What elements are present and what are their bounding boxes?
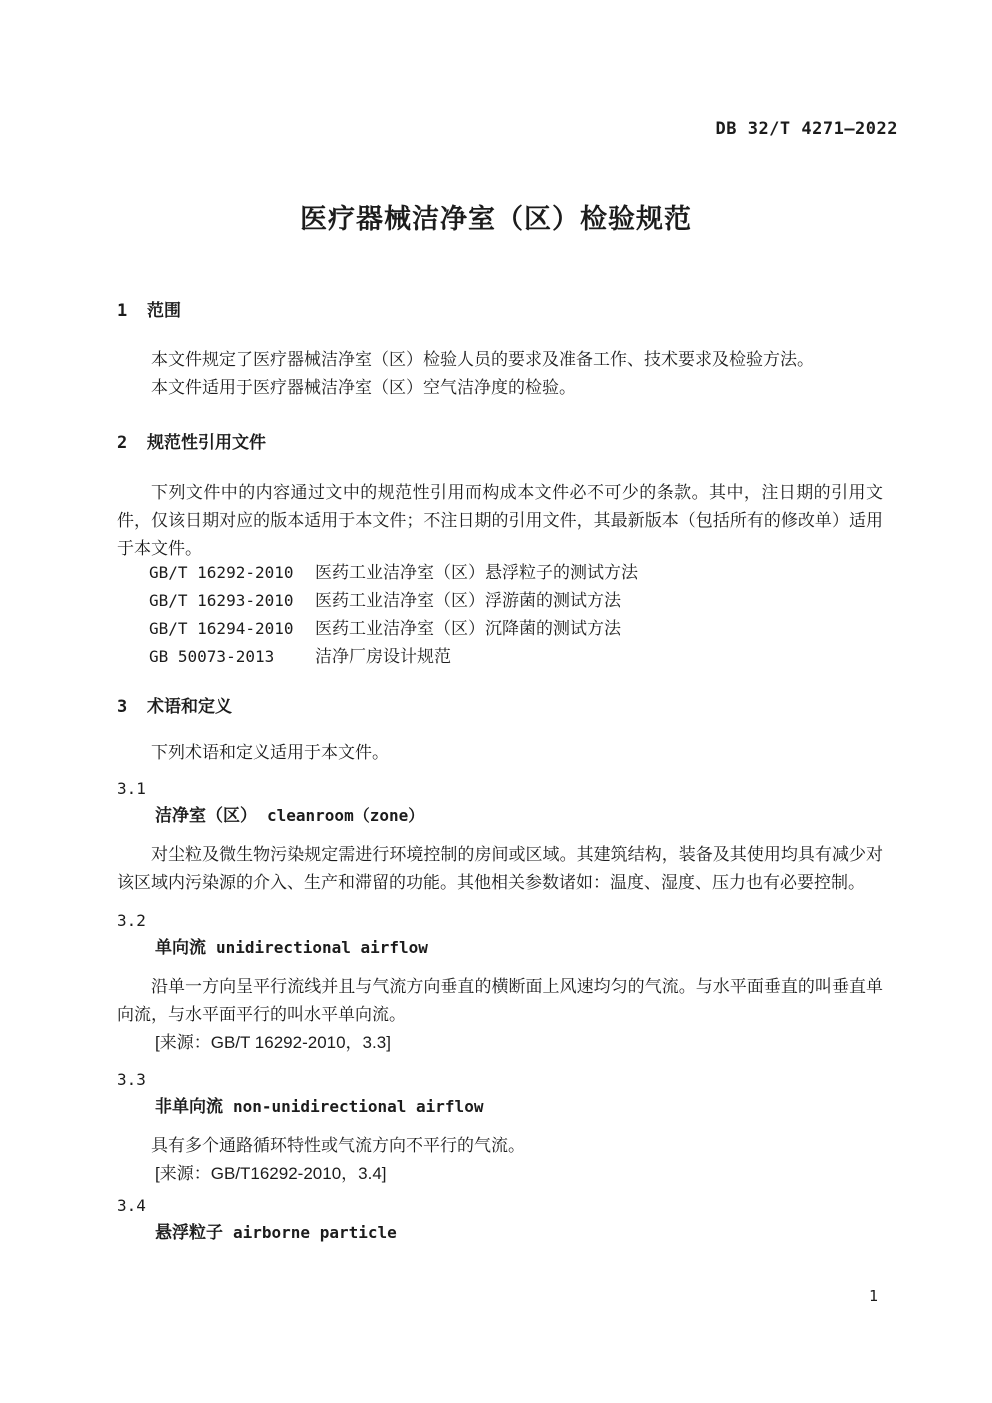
- section-heading-normative-references: [117, 431, 883, 455]
- reference-title: 医药工业洁净室（区）浮游菌的测试方法: [315, 591, 621, 610]
- reference-list: [117, 559, 883, 671]
- term-entry-3-2: [117, 907, 883, 1057]
- reference-item: [117, 587, 883, 615]
- reference-code: GB/T 16294-2010: [149, 619, 294, 638]
- term-title: [117, 1219, 883, 1246]
- term-title: [117, 1093, 883, 1120]
- term-entry-3-3: [117, 1066, 883, 1188]
- term-source: [来源：GB/T16292-2010，3.4]: [155, 1164, 387, 1183]
- document-title: 医疗器械洁净室（区）检验规范: [300, 204, 692, 234]
- reference-item: [117, 643, 883, 671]
- reference-item: [117, 559, 883, 587]
- section-title: 术语和定义: [147, 697, 232, 716]
- term-en: cleanroom（zone）: [267, 806, 425, 825]
- term-title: [117, 934, 883, 961]
- section-heading-scope: [117, 299, 883, 323]
- term-zh: 洁净室（区）: [155, 806, 257, 825]
- term-title: [117, 802, 883, 829]
- term-number: 3.3: [117, 1070, 146, 1089]
- term-number: 3.1: [117, 779, 146, 798]
- term-zh: 非单向流: [155, 1097, 223, 1116]
- term-en: airborne particle: [233, 1223, 397, 1242]
- normative-references-intro: [117, 479, 883, 563]
- intro-paragraph: 下列文件中的内容通过文中的规范性引用而构成本文件必不可少的条款。其中，注日期的引用文件，仅该日期对应的版本适用于本文件；不注日期的引用文件，其最新版本（包括所有的修改单）适用于本文件。: [117, 483, 883, 558]
- reference-title: 洁净厂房设计规范: [315, 647, 451, 666]
- section-number: 2: [117, 433, 128, 453]
- section-number: 1: [117, 301, 128, 321]
- term-definition: 沿单一方向呈平行流线并且与气流方向垂直的横断面上风速均匀的气流。与水平面垂直的叫垂直单向流，与水平面平行的叫水平单向流。: [117, 977, 883, 1024]
- scope-paragraph: 本文件规定了医疗器械洁净室（区）检验人员的要求及准备工作、技术要求及检验方法。: [151, 350, 814, 369]
- section-number: 3: [117, 697, 128, 717]
- term-en: non-unidirectional airflow: [233, 1097, 484, 1116]
- term-entry-3-1: [117, 775, 883, 897]
- scope-paragraphs: [117, 346, 883, 402]
- reference-item: [117, 615, 883, 643]
- intro-paragraph: 下列术语和定义适用于本文件。: [151, 743, 389, 762]
- section-heading-terms: [117, 695, 883, 719]
- reference-code: GB/T 16293-2010: [149, 591, 294, 610]
- section-title: 规范性引用文件: [147, 433, 266, 452]
- scope-paragraph: 本文件适用于医疗器械洁净室（区）空气洁净度的检验。: [151, 378, 576, 397]
- term-entry-3-4: [117, 1192, 883, 1246]
- terms-intro: [117, 739, 883, 767]
- reference-code: GB/T 16292-2010: [149, 563, 294, 582]
- page-number: 1: [869, 1287, 879, 1305]
- term-definition: 对尘粒及微生物污染规定需进行环境控制的房间或区域。其建筑结构，装备及其使用均具有减少对该区域内污染源的介入、生产和滞留的功能。其他相关参数诸如：温度、湿度、压力也有必要控制。: [117, 845, 883, 892]
- term-number: 3.4: [117, 1196, 146, 1215]
- reference-code: GB 50073-2013: [149, 647, 275, 666]
- term-en: unidirectional airflow: [216, 938, 428, 957]
- standard-code: DB 32/T 4271—2022: [715, 119, 898, 139]
- term-zh: 单向流: [155, 938, 206, 957]
- reference-title: 医药工业洁净室（区）悬浮粒子的测试方法: [315, 563, 638, 582]
- term-source: [来源：GB/T 16292-2010，3.3]: [155, 1033, 391, 1052]
- term-definition: 具有多个通路循环特性或气流方向不平行的气流。: [151, 1136, 525, 1155]
- term-zh: 悬浮粒子: [155, 1223, 223, 1242]
- section-title: 范围: [147, 301, 181, 320]
- term-number: 3.2: [117, 911, 146, 930]
- reference-title: 医药工业洁净室（区）沉降菌的测试方法: [315, 619, 621, 638]
